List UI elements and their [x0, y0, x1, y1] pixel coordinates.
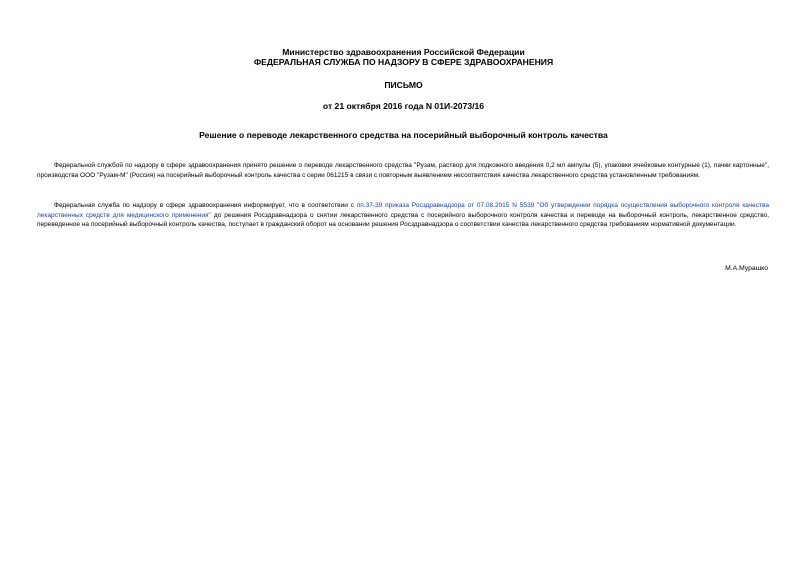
signature-name: М.А.Мурашко: [725, 265, 768, 272]
paragraph-information: [37, 201, 769, 230]
document-subject: Решение о переводе лекарственного средства на посерийный выборочный контроль качества: [199, 130, 608, 140]
order-reference-link[interactable]: пп.37-39 приказа Росздравнадзора от 07.08.2015 N 5539 "Об утверждении порядка осуществления выборочного контроля качества лекарственных средств для медицинского применения": [37, 202, 770, 219]
document-type: ПИСЬМО: [384, 80, 423, 90]
paragraph-information-rest: до решения Росздравнадзора о снятии лекарственного средства с посерийного выборочного контроля качества и переводе на выборочный контроль, лекарственное средство, переведенное на посерийный выборочный контроль качества, поступает в гражданский оборот на основании решения Росздравнадзора о соответствии качества лекарственного средства требованиям нормативной документации.: [37, 211, 769, 229]
ministry-name: Министерство здравоохранения Российской Федерации: [282, 47, 525, 57]
paragraph-information-intro: Федеральная служба по надзору в сфере здравоохранения информирует, что в соответствии с: [54, 202, 357, 209]
paragraph-decision: Федеральной службой по надзору в сфере здравоохранения принято решение о переводе лекарственного средства "Рузам, раствор для подкожного введения 0,2 мл ампулы (5), упаковки ячейковые контурные (1), пачки картонные", производства ООО "Рузам-М" (Россия) на посерийный выборочный контроль качества с серии 061215 в связи с повторным выявлением несоответствия качества лекарственного средства установленным требованиям.: [37, 162, 769, 179]
service-name: ФЕДЕРАЛЬНАЯ СЛУЖБА ПО НАДЗОРУ В СФЕРЕ ЗДРАВООХРАНЕНИЯ: [253, 57, 554, 67]
document-date-number: от 21 октября 2016 года N 01И-2073/16: [322, 101, 485, 111]
